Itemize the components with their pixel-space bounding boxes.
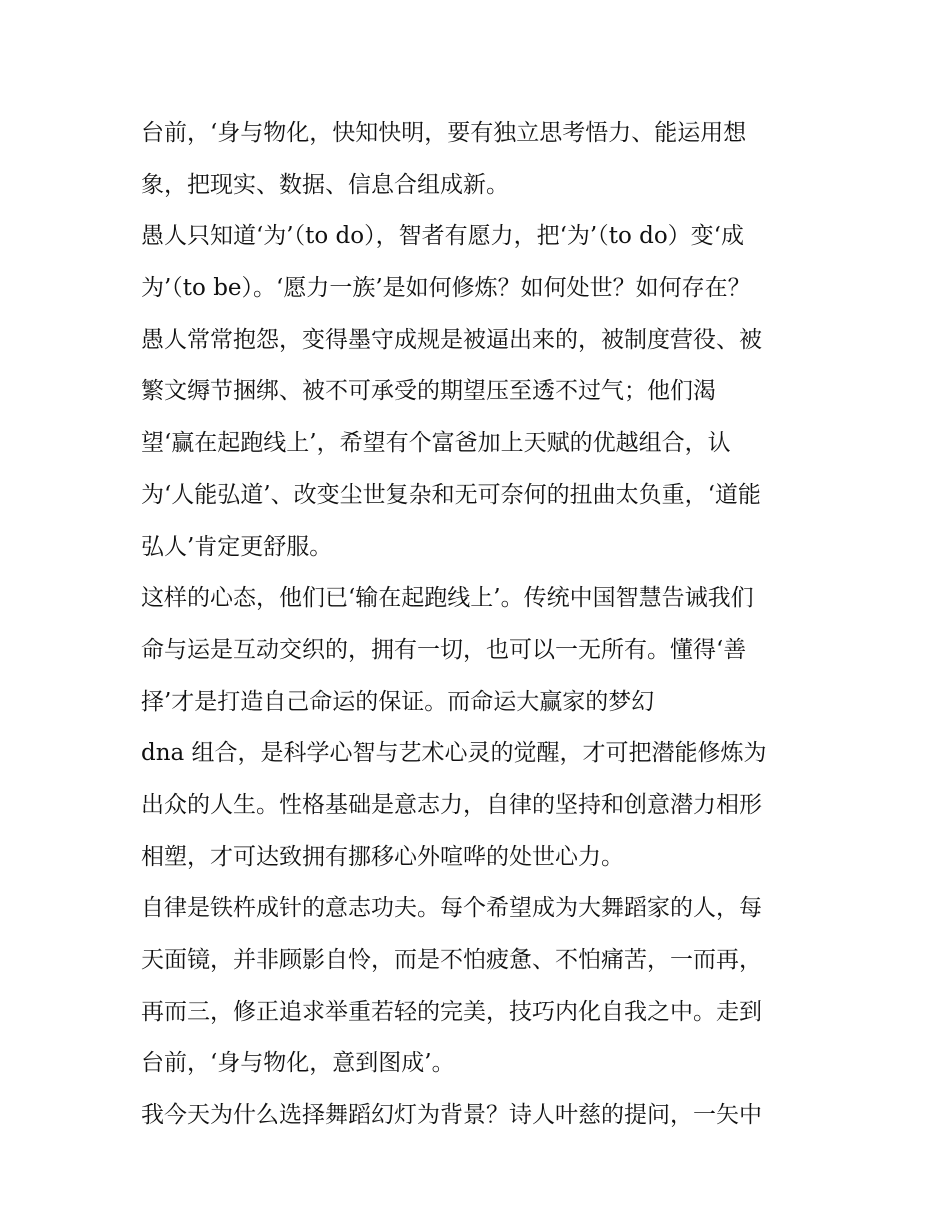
text-line: 弘人’肯定更舒服。: [141, 533, 333, 560]
text-line: 台前，‘身与物化，意到图成’。: [141, 1050, 455, 1077]
text-line: 这样的心态，他们已‘输在起跑线上’。传统中国智慧告诫我们: [141, 585, 754, 612]
text-line: 愚人只知道‘为’（to do），智者有愿力，把‘为’（to do）变‘成: [141, 223, 744, 250]
text-line: 择’才是打造自己命运的保证。而命运大赢家的梦幻: [141, 688, 655, 715]
text-line: 命与运是互动交织的，拥有一切，也可以一无所有。懂得‘善: [141, 636, 747, 663]
text-line: 繁文缛节捆绑、被不可承受的期望压至透不过气；他们渴: [141, 378, 716, 405]
text-line: dna 组合，是科学心智与艺术心灵的觉醒，才可把潜能修炼为: [141, 740, 767, 767]
text-line: 为‘人能弘道’、改变尘世复杂和无可奈何的扭曲太负重，‘道能: [141, 481, 761, 508]
text-line: 愚人常常抱怨，变得墨守成规是被逼出来的，被制度营役、被: [141, 326, 762, 353]
text-line: 为’（to be）。‘愿力一族’是如何修炼？如何处世？如何存在？: [141, 275, 751, 302]
text-line: 天面镜，并非顾影自怜，而是不怕疲惫、不怕痛苦，一而再，: [141, 947, 762, 973]
text-line: 象，把现实、数据、信息合组成新。: [141, 171, 509, 198]
text-line: 台前，‘身与物化，快知快明，要有独立思考悟力、能运用想: [141, 120, 747, 146]
body-text: [141, 108, 821, 1142]
text-line: 望‘赢在起跑线上’，希望有个富爸加上天赋的优越组合，认: [141, 430, 731, 457]
text-line: 出众的人生。性格基础是意志力，自律的坚持和创意潜力相形: [141, 791, 762, 818]
text-line: 再而三，修正追求举重若轻的完美，技巧内化自我之中。走到: [141, 998, 762, 1025]
text-line: 我今天为什么选择舞蹈幻灯为背景？诗人叶慈的提问，一矢中: [141, 1102, 762, 1129]
text-line: 相塑，才可达致拥有挪移心外喧哗的处世心力。: [141, 843, 624, 870]
text-line: 自律是铁杵成针的意志功夫。每个希望成为大舞蹈家的人，每: [141, 895, 762, 922]
